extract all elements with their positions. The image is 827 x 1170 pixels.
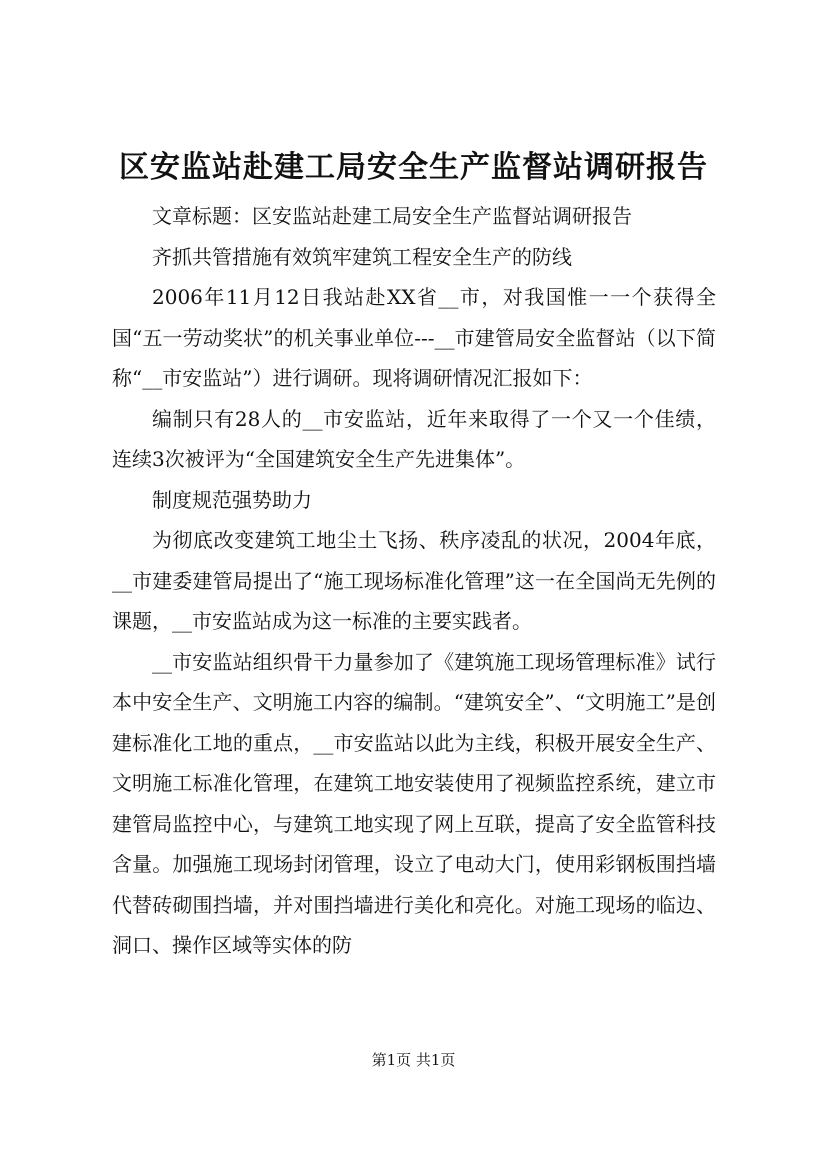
section-heading: 制度规范强势助力 [152,487,312,512]
body-paragraph: 编制只有28人的__市安监站，近年来取得了一个又一个佳绩，连续3次被评为“全国建筑安全生产先进集体”。 [112,406,716,471]
article-title-line: 文章标题：区安监站赴建工局安全生产监督站调研报告 [152,204,632,228]
body-paragraph: __市安监站组织骨干力量参加了《建筑施工现场管理标准》试行本中安全生产、文明施工内容的编制。“建筑安全”、“文明施工”是创建标准化工地的重点，__市安监站以此为主线，积极开展安全生产、文明施工标准化管理，在建筑工地安装使用了视频监控系统，建立市建管局监控中心，与建筑工地实现了网上互联，提高了安全监管科技含量。加强施工现场封闭管理，设立了电动大门，使用彩钢板围挡墙代替砖砌围挡墙，并对围挡墙进行美化和亮化。对施工现场的临边、洞口、操作区域等实体的防 [112,649,716,957]
body-paragraph: 为彻底改变建筑工地尘土飞扬、秩序凌乱的状况，2004年底，__市建委建管局提出了“施工现场标准化管理”这一在全国尚无先例的课题，__市安监站成为这一标准的主要实践者。 [112,528,716,633]
subtitle-line: 齐抓共管措施有效筑牢建筑工程安全生产的防线 [152,244,572,269]
document-title: 区安监站赴建工局安全生产监督站调研报告 [119,150,708,185]
body-paragraph: 2006年11月12日我站赴XX省__市，对我国惟一一个获得全国“五一劳动奖状”的机关事业单位---__市建管局安全监督站（以下简称“__市安监站”）进行调研。现将调研情况汇报如下： [112,285,716,390]
document-body [112,196,716,966]
page-footer: 第1页 共1页 [371,1051,456,1069]
